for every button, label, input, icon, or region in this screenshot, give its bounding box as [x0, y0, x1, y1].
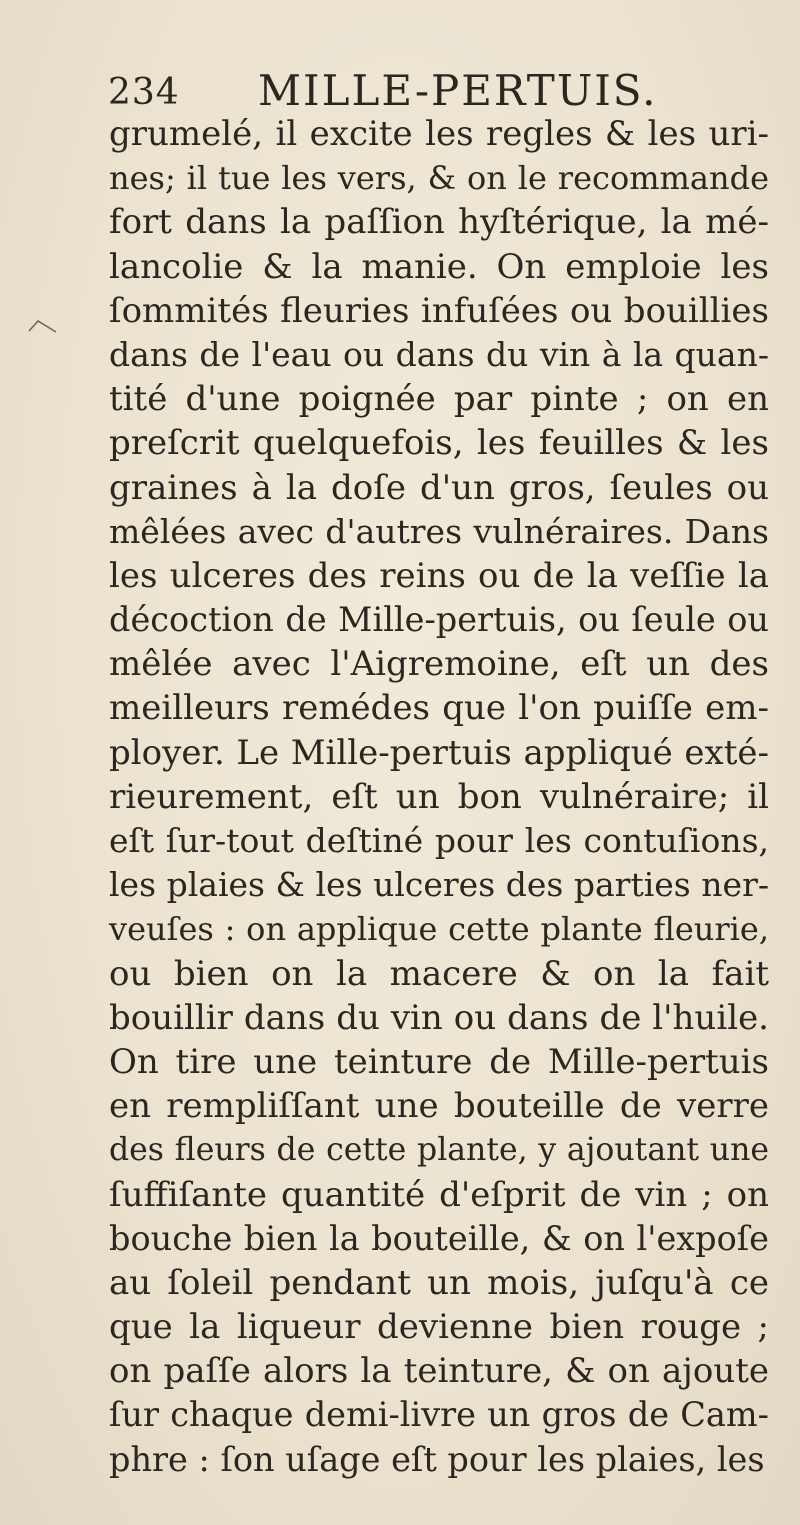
text-line: lancolie & la manie. On emploie les — [109, 246, 769, 287]
text-line: veuſes : on applique cette plante fleurie, — [109, 910, 769, 949]
text-line: décoction de Mille-pertuis, ou ſeule ou — [109, 600, 769, 640]
text-line: grumelé, il excite les regles & les uri- — [109, 114, 769, 154]
text-line: ou bien on la macere & on la fait — [109, 953, 769, 994]
page-header — [108, 66, 668, 116]
body-text — [109, 112, 769, 1482]
text-line: les ulceres des reins ou de la veſſie la — [109, 555, 769, 596]
text-line: graines à la doſe d'un gros, ſeules ou — [109, 467, 769, 508]
text-line: phre : ſon uſage eſt pour les plaies, les — [109, 1439, 765, 1479]
text-line: dans de l'eau ou dans du vin à la quan- — [109, 334, 769, 374]
text-line: bouche bien la bouteille, & on l'expoſe — [109, 1218, 769, 1258]
text-line: ſommités fleuries infuſées ou bouillies — [109, 290, 769, 331]
text-line: tité d'une poignée par pinte ; on en — [109, 379, 769, 420]
text-line: nes; il tue les vers, & on le recommande — [109, 159, 769, 198]
text-line: on paſſe alors la teinture, & on ajoute — [109, 1351, 769, 1392]
text-line: On tire une teinture de Mille-pertuis — [109, 1041, 769, 1082]
text-line: ſuffiſante quantité d'eſprit de vin ; on — [109, 1174, 769, 1215]
text-line: preſcrit quelquefois, les feuilles & les — [109, 423, 769, 464]
text-line: rieurement, eſt un bon vulnéraire; il — [109, 776, 769, 817]
text-line: meilleurs remédes que l'on puiſſe em- — [109, 688, 769, 729]
text-line: des fleurs de cette plante, y ajoutant une — [109, 1132, 769, 1169]
text-line: ployer. Le Mille-pertuis appliqué exté- — [109, 732, 769, 773]
text-line: bouillir dans du vin ou dans de l'huile. — [109, 997, 769, 1038]
text-line: les plaies & les ulceres des parties ner- — [109, 865, 769, 905]
text-line: mêlée avec l'Aigremoine, eſt un des — [109, 644, 769, 685]
text-line: fort dans la paſſion hyſtérique, la mé- — [109, 202, 769, 243]
text-line: au ſoleil pendant un mois, juſqu'à ce — [109, 1262, 769, 1303]
text-line: en rempliſſant une bouteille de verre — [109, 1086, 769, 1127]
margin-mark — [28, 318, 58, 334]
page-number: 234 — [108, 72, 180, 113]
running-head: MILLE-PERTUIS. — [258, 66, 658, 115]
text-line: eſt ſur-tout deſtiné pour les contuſions, — [109, 821, 769, 860]
text-line: mêlées avec d'autres vulnéraires. Dans — [109, 511, 769, 551]
text-line: que la liqueur devienne bien rouge ; — [109, 1307, 769, 1348]
text-line: ſur chaque demi-livre un gros de Cam- — [109, 1395, 769, 1435]
